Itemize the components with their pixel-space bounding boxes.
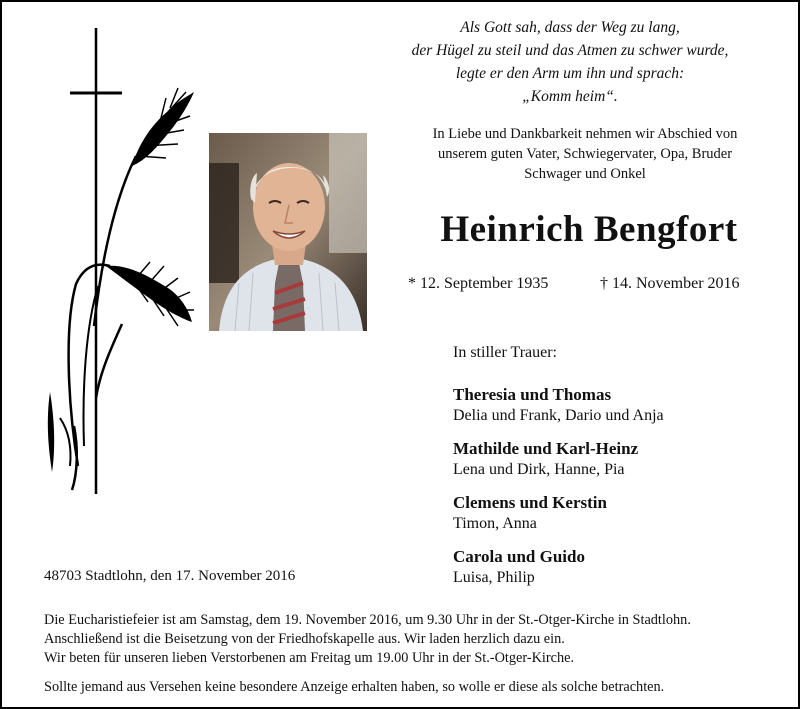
notice-line: Die Eucharistiefeier ist am Samstag, dem 19. November 2016, um 9.30 Uhr in der St.-Otger-Kirche in Stadtlohn. [44, 612, 691, 628]
poem-line: der Hügel zu steil und das Atmen zu schwer wurde, [411, 42, 729, 59]
place-date: 48703 Stadtlohn, den 17. November 2016 [44, 568, 296, 584]
birth-date: * 12. September 1935 [408, 275, 549, 292]
family-head: Clemens und Kerstin [453, 493, 607, 512]
family-group [453, 546, 793, 588]
poem-line: „Komm heim“. [522, 88, 618, 105]
family-group [453, 492, 793, 534]
family-children: Timon, Anna [453, 515, 537, 532]
poem-line: legte er den Arm um ihn und sprach: [455, 65, 685, 82]
intro-line: In Liebe und Dankbarkeit nehmen wir Abschied von [432, 126, 738, 142]
deceased-name: Heinrich Bengfort [440, 209, 738, 250]
poem [362, 16, 778, 108]
intro-line: Schwager und Onkel [524, 166, 646, 182]
death-date: † 14. November 2016 [600, 275, 740, 292]
family-head: Carola und Guido [453, 547, 585, 566]
notice-line: Wir beten für unseren lieben Verstorbenen am Freitag um 19.00 Uhr in der St.-Otger-Kirche. [44, 650, 575, 666]
family-head: Mathilde und Karl-Heinz [453, 439, 639, 458]
family-children: Luisa, Philip [453, 569, 535, 586]
poem-line: Als Gott sah, dass der Weg zu lang, [460, 19, 680, 36]
family-children: Delia und Frank, Dario und Anja [453, 407, 664, 424]
intro-text [402, 124, 768, 184]
intro-line: unserem guten Vater, Schwiegervater, Opa, Bruder [437, 146, 733, 162]
mourners-heading: In stiller Trauer: [453, 344, 557, 361]
notice-line: Anschließend ist die Beisetzung von der Friedhofskapelle aus. Wir laden herzlich dazu ein. [44, 631, 565, 647]
closing-note: Sollte jemand aus Versehen keine besondere Anzeige erhalten haben, so wolle er diese als solche betrachten. [44, 679, 665, 695]
family-group [453, 438, 793, 480]
family-group [453, 384, 793, 426]
family-head: Theresia und Thomas [453, 385, 612, 404]
service-notice [44, 611, 784, 668]
family-children: Lena und Dirk, Hanne, Pia [453, 461, 625, 478]
cross-wheat-icon [38, 26, 208, 498]
portrait-photo [209, 133, 367, 331]
